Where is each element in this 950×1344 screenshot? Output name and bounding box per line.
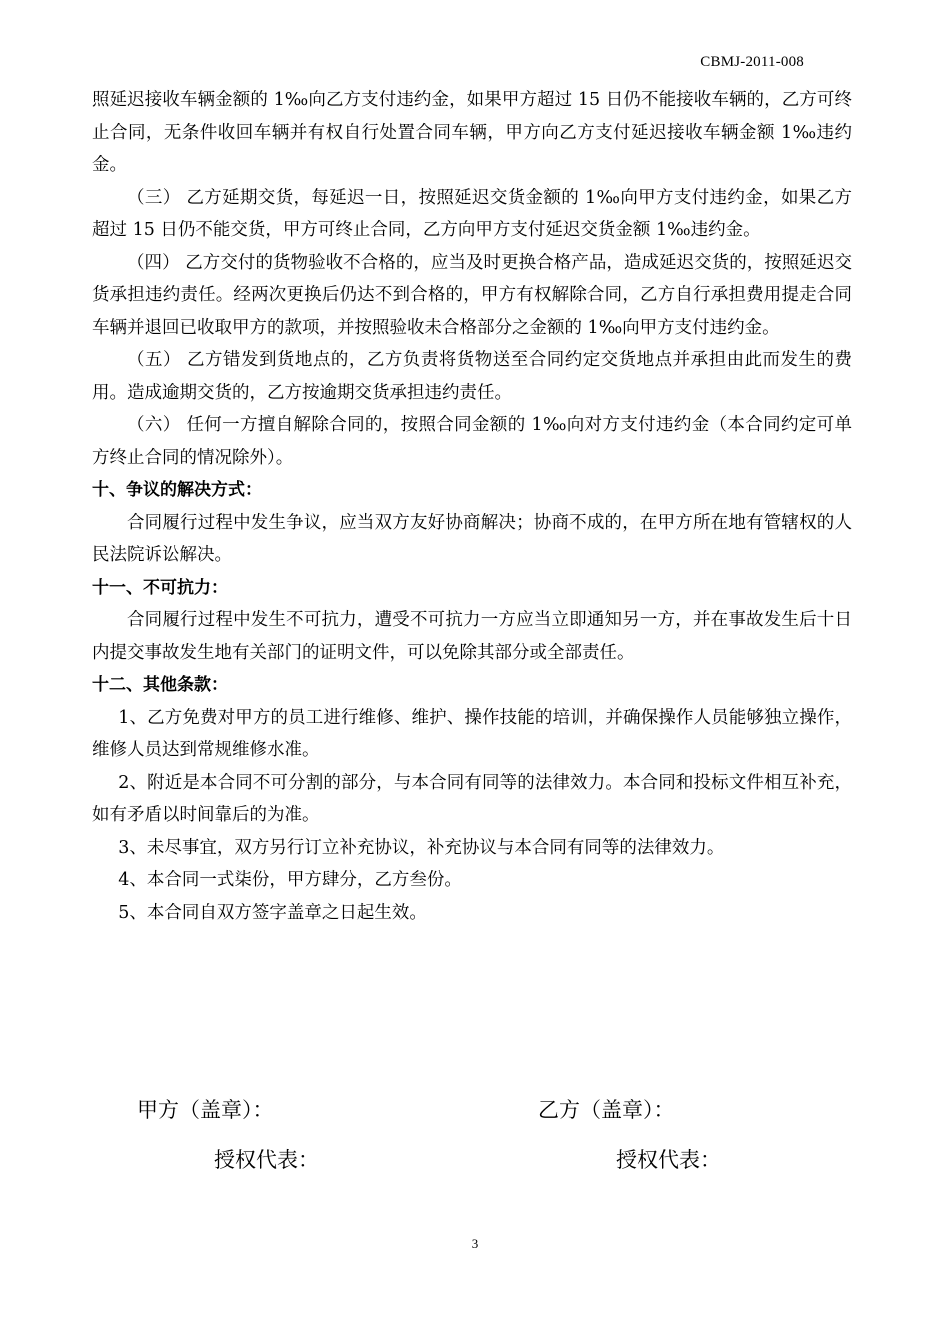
party-a-seal-label: 甲方（盖章）： (137, 1098, 274, 1122)
contract-body (92, 84, 852, 929)
other-term-item-5: 5、本合同自双方签字盖章之日起生效。 (118, 902, 427, 923)
other-term-item-3: 3、未尽事宜，双方另行订立补充协议，补充协议与本合同有同等的法律效力。 (118, 837, 725, 858)
section-heading-force-majeure: 十一、不可抗力： (92, 577, 228, 598)
paragraph-continued: 照延迟接收车辆金额的 1‰向乙方支付违约金，如果甲方超过 15 日仍不能接收车辆的，乙方可终止合同，无条件收回车辆并有权自行处置合同车辆，甲方向乙方支付延迟接收车辆金额 1‰违约金。 (92, 90, 852, 175)
section-heading-dispute: 十、争议的解决方式： (92, 480, 262, 500)
force-majeure-paragraph: 合同履行过程中发生不可抗力，遭受不可抗力一方应当立即通知另一方，并在事故发生后十日内提交事故发生地有关部门的证明文件，可以免除其部分或全部责任。 (92, 610, 852, 663)
document-code: CBMJ-2011-008 (700, 54, 804, 70)
other-term-item-4: 4、本合同一式柒份，甲方肆分，乙方叁份。 (118, 870, 462, 890)
party-a-representative-label: 授权代表： (214, 1148, 319, 1172)
clause-5: （五） 乙方错发到货地点的，乙方负责将货物送至合同约定交货地点并承担由此而发生的费用。造成逾期交货的，乙方按逾期交货承担违约责任。 (92, 350, 852, 403)
party-b-seal-label: 乙方（盖章）： (538, 1098, 675, 1122)
other-term-item-2: 2、附近是本合同不可分割的部分，与本合同有同等的法律效力。本合同和投标文件相互补充，如有矛盾以时间靠后的为准。 (92, 772, 852, 825)
clause-4: （四） 乙方交付的货物验收不合格的，应当及时更换合格产品，造成延迟交货的，按照延迟交货承担违约责任。经两次更换后仍达不到合格的，甲方有权解除合同，乙方自行承担费用提走合同车辆并退回已收取甲方的款项，并按照验收未合格部分之金额的 1‰向甲方支付违约金。 (92, 252, 852, 338)
dispute-paragraph: 合同履行过程中发生争议，应当双方友好协商解决；协商不成的，在甲方所在地有管辖权的人民法院诉讼解决。 (92, 512, 852, 565)
clause-3: （三） 乙方延期交货，每延迟一日，按照延迟交货金额的 1‰向甲方支付违约金，如果乙方超过 15 日仍不能交货，甲方可终止合同，乙方向甲方支付延迟交货金额 1‰违约金。 (92, 187, 852, 240)
page-number: 3 (471, 1236, 479, 1251)
section-heading-other-terms: 十二、其他条款： (92, 675, 228, 695)
other-term-item-1: 1、乙方免费对甲方的员工进行维修、维护、操作技能的培训，并确保操作人员能够独立操作，维修人员达到常规维修水准。 (92, 707, 852, 760)
clause-6: （六） 任何一方擅自解除合同的，按照合同金额的 1‰向对方支付违约金（本合同约定可单方终止合同的情况除外）。 (92, 415, 852, 468)
party-b-representative-label: 授权代表： (616, 1148, 721, 1172)
